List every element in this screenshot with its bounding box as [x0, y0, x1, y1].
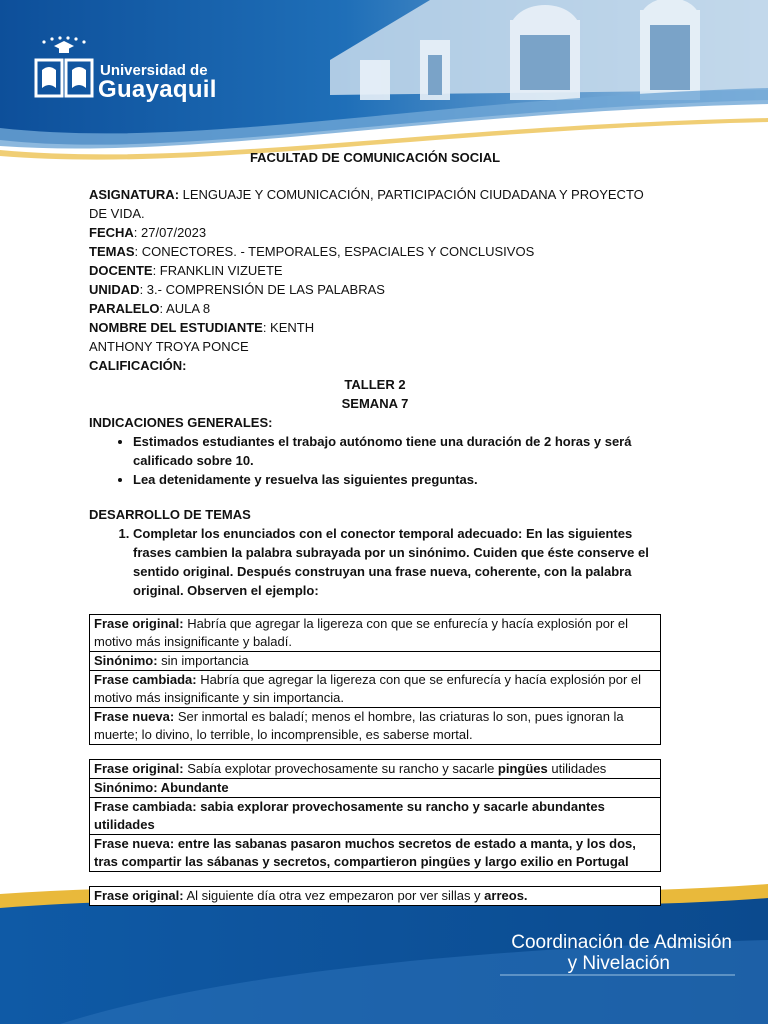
meta-fecha: FECHA: 27/07/2023	[89, 225, 207, 240]
desarrollo-list	[89, 524, 661, 600]
meta-unidad: UNIDAD: 3.- COMPRENSIÓN DE LAS PALABRAS	[89, 282, 385, 297]
table-row: Frase original: Sabía explotar provechosamente su rancho y sacarle pingües utilidades	[90, 760, 661, 779]
metadata-block	[89, 185, 661, 375]
logo-line-1: Universidad de	[100, 62, 208, 79]
meta-paralelo: PARALELO: AULA 8	[89, 301, 211, 316]
indicaciones-heading: INDICACIONES GENERALES:	[89, 415, 273, 430]
footer-line-2: y Nivelación	[567, 953, 670, 974]
footer-line-1: Coordinación de Admisión	[511, 932, 732, 953]
meta-asignatura: ASIGNATURA: LENGUAJE Y COMUNICACIÓN, PARTICIPACIÓN CIUDADANA Y PROYECTO DE VIDA.	[89, 187, 644, 221]
meta-temas: TEMAS: CONECTORES. - TEMPORALES, ESPACIALES Y CONCLUSIVOS	[89, 244, 535, 259]
university-logo	[34, 36, 234, 106]
document-body	[89, 148, 661, 906]
faculty-title: FACULTAD DE COMUNICACIÓN SOCIAL	[249, 150, 501, 165]
table-row: Frase cambiada: Habría que agregar la ligereza con que se enfurecía y hacía explosión por el motivo más insignificante y sin importancia.	[90, 671, 661, 708]
footer-title	[511, 932, 732, 974]
table-row: Frase original: Habría que agregar la ligereza con que se enfurecía y hacía explosión por el motivo más insignificante y baladí.	[90, 615, 661, 652]
example-table	[89, 614, 661, 745]
exercise-table-2	[89, 886, 661, 906]
semana-title: SEMANA 7	[341, 396, 409, 411]
book-crest-icon	[34, 36, 94, 102]
meta-estudiante: NOMBRE DEL ESTUDIANTE: KENTH ANTHONY TROYA PONCE	[89, 320, 315, 354]
list-item: • Estimados estudiantes el trabajo autónomo tiene una duración de 2 horas y será calificado sobre 10.	[133, 432, 661, 470]
meta-docente: DOCENTE: FRANKLIN VIZUETE	[89, 263, 283, 278]
indicaciones-list	[89, 432, 661, 489]
table-row: Sinónimo: Abundante	[90, 779, 661, 798]
logo-line-2: Guayaquil	[98, 76, 217, 103]
table-row: Frase nueva: entre las sabanas pasaron muchos secretos de estado a manta, y los dos, tras compartir las sábanas y secretos, compartieron pingües y largo exilio en Portugal	[90, 835, 661, 872]
meta-calificacion: CALIFICACIÓN:	[89, 358, 187, 373]
list-item: 1. Completar los enunciados con el conector temporal adecuado: En las siguientes frases cambien la palabra subrayada por un sinónimo. Cuiden que éste conserve el sentido original. Después construyan una frase nueva, coherente, con la palabra original. Observen el ejemplo:	[133, 524, 661, 600]
table-row: Frase nueva: Ser inmortal es baladí; menos el hombre, las criaturas lo son, pues ignoran la muerte; lo divino, lo terrible, lo incomprensible, es saberse mortal.	[90, 708, 661, 745]
table-row: Frase cambiada: sabia explorar provechosamente su rancho y sacarle abundantes utilidades	[90, 798, 661, 835]
desarrollo-heading: DESARROLLO DE TEMAS	[89, 507, 251, 522]
table-row: Sinónimo: sin importancia	[90, 652, 661, 671]
exercise-table-1	[89, 759, 661, 872]
table-row: Frase original: Al siguiente día otra vez empezaron por ver sillas y arreos.	[90, 887, 661, 906]
list-item: • Lea detenidamente y resuelva las siguientes preguntas.	[133, 470, 661, 489]
taller-title: TALLER 2	[344, 377, 406, 392]
